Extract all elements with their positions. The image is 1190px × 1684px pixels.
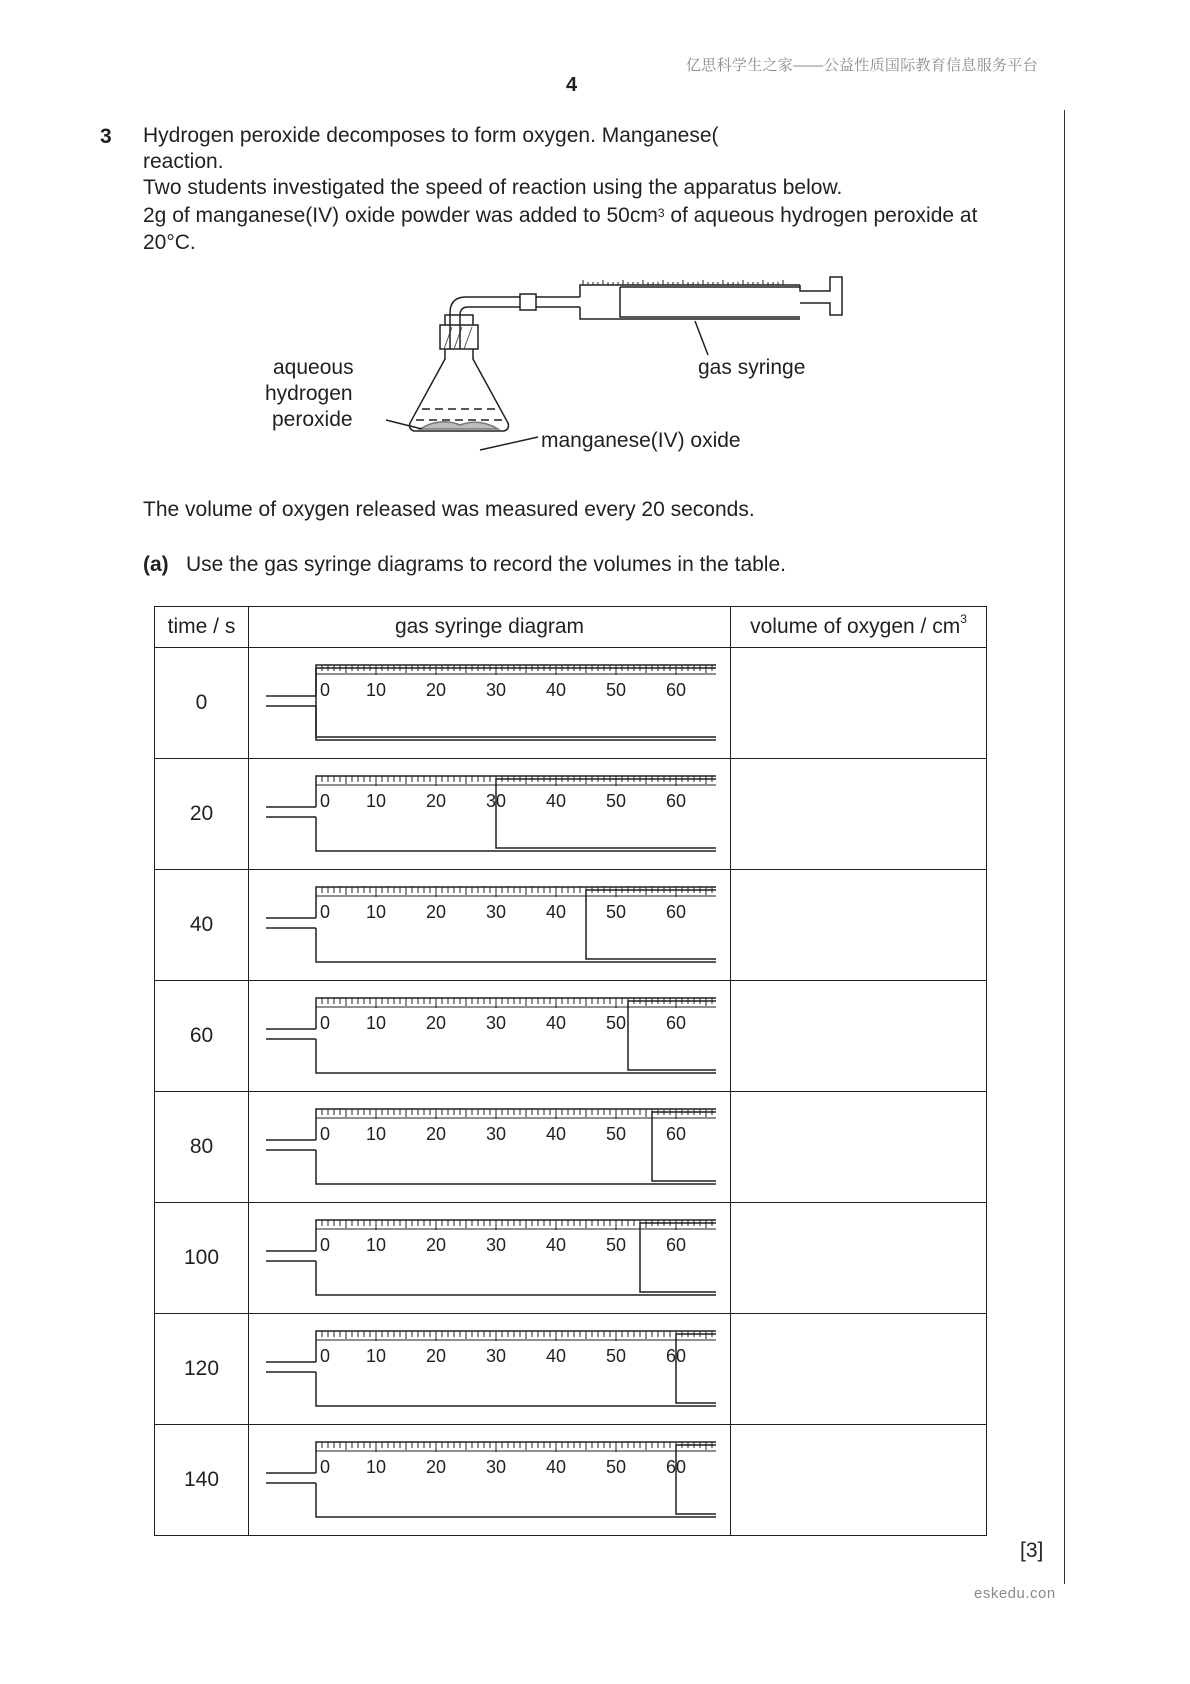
margin-rule [1064, 110, 1065, 1584]
scale-label: 60 [665, 1013, 687, 1033]
scale-label: 20 [425, 1235, 447, 1255]
table-row [155, 648, 987, 759]
syringe-diagram-cell [249, 981, 731, 1092]
time-cell: 20 [155, 759, 249, 870]
scale-label: 50 [605, 1235, 627, 1255]
question-line-4 [143, 203, 977, 229]
scale-label: 30 [485, 1346, 507, 1366]
time-cell: 120 [155, 1314, 249, 1425]
scale-label: 50 [605, 680, 627, 700]
syringe-diagram-cell [249, 1425, 731, 1536]
table-row [155, 1203, 987, 1314]
label-gas-syringe: gas syringe [698, 356, 806, 379]
syringe-barrel-bottom [316, 1483, 716, 1517]
tube-connector [520, 294, 536, 310]
syringe-inlet [266, 1029, 316, 1039]
syringe-barrel-bottom [316, 1372, 716, 1406]
part-a-label: (a) [143, 553, 169, 576]
syringe-diagram-cell [249, 870, 731, 981]
syringe-inlet [266, 918, 316, 928]
syringe-inlet [266, 1473, 316, 1483]
scale-label: 60 [665, 791, 687, 811]
syringe-diagram-cell [249, 1314, 731, 1425]
manganese-leader [480, 437, 538, 450]
scale-label: 10 [365, 1457, 387, 1477]
table-header-row [155, 607, 987, 648]
syringe-inlet [266, 1362, 316, 1372]
gas-syringe-leader [695, 321, 708, 355]
page-number: 4 [566, 74, 578, 96]
gas-syringe-diagram [249, 870, 731, 980]
header-volume-text: volume of oxygen / cm [750, 615, 961, 638]
volume-answer-cell[interactable] [731, 759, 987, 870]
time-cell: 80 [155, 1092, 249, 1203]
results-table [154, 606, 987, 1536]
scale-label: 0 [320, 1013, 331, 1033]
scale-label: 50 [605, 1124, 627, 1144]
syringe-plunger [620, 287, 800, 317]
syringe-barrel-bottom [316, 817, 716, 851]
table-row [155, 759, 987, 870]
scale-label: 30 [485, 1124, 507, 1144]
scale-label: 20 [425, 680, 447, 700]
label-manganese-oxide: manganese(IV) oxide [541, 429, 741, 452]
scale-label: 40 [545, 902, 567, 922]
volume-answer-cell[interactable] [731, 870, 987, 981]
scale-label: 20 [425, 791, 447, 811]
label-peroxide: peroxide [272, 408, 353, 431]
scale-label: 0 [320, 1124, 331, 1144]
question-line-4-end: of aqueous hydrogen peroxide at [664, 204, 978, 227]
time-cell: 40 [155, 870, 249, 981]
scale-label: 0 [320, 902, 331, 922]
scale-label: 50 [605, 902, 627, 922]
syringe-plunger [676, 1445, 716, 1514]
header-volume [731, 607, 987, 648]
cubic-superscript: 3 [657, 206, 665, 220]
syringe-diagram-cell [249, 759, 731, 870]
syringe-barrel-bottom [316, 1150, 716, 1184]
syringe-plunger [316, 668, 716, 737]
gas-syringe-diagram [249, 1203, 731, 1313]
scale-label: 30 [485, 1457, 507, 1477]
gas-syringe-diagram [249, 648, 731, 758]
scale-label: 60 [665, 1346, 687, 1366]
scale-label: 30 [485, 902, 507, 922]
scale-label: 10 [365, 1235, 387, 1255]
table-row [155, 1092, 987, 1203]
scale-label: 0 [320, 1235, 331, 1255]
scale-label: 50 [605, 791, 627, 811]
time-cell: 0 [155, 648, 249, 759]
syringe-handle [800, 277, 842, 315]
volume-answer-cell[interactable] [731, 1092, 987, 1203]
syringe-diagram-cell [249, 648, 731, 759]
scale-label: 10 [365, 902, 387, 922]
scale-label: 60 [665, 1124, 687, 1144]
peroxide-leader [386, 420, 422, 429]
scale-label: 40 [545, 1457, 567, 1477]
syringe-inlet [266, 696, 316, 706]
gas-syringe-diagram [249, 1092, 731, 1202]
syringe-barrel-bottom [316, 1039, 716, 1073]
syringe-plunger [676, 1334, 716, 1403]
volume-answer-cell[interactable] [731, 648, 987, 759]
volume-answer-cell[interactable] [731, 1425, 987, 1536]
syringe-diagram-cell [249, 1203, 731, 1314]
scale-label: 50 [605, 1013, 627, 1033]
scale-label: 40 [545, 1013, 567, 1033]
scale-label: 10 [365, 1346, 387, 1366]
syringe-barrel-bottom [316, 1261, 716, 1295]
syringe-plunger [652, 1112, 716, 1181]
header-watermark: 亿思科学生之家——公益性质国际教育信息服务平台 [686, 57, 1038, 74]
manganese-powder [420, 422, 498, 429]
scale-label: 20 [425, 1457, 447, 1477]
gas-syringe-diagram [249, 1314, 731, 1424]
syringe-inlet [266, 1140, 316, 1150]
scale-label: 60 [665, 902, 687, 922]
gas-syringe-diagram [249, 981, 731, 1091]
scale-label: 30 [485, 791, 507, 811]
header-time: time / s [155, 607, 249, 648]
volume-answer-cell[interactable] [731, 1203, 987, 1314]
time-cell: 60 [155, 981, 249, 1092]
volume-answer-cell[interactable] [731, 981, 987, 1092]
question-line-2: reaction. [143, 150, 224, 173]
intro-text: The volume of oxygen released was measured every 20 seconds. [143, 498, 755, 521]
scale-label: 20 [425, 1124, 447, 1144]
header-diagram: gas syringe diagram [249, 607, 731, 648]
part-a-text: Use the gas syringe diagrams to record the volumes in the table. [186, 553, 786, 576]
scale-label: 0 [320, 791, 331, 811]
syringe-barrel-bottom [316, 928, 716, 962]
syringe-nozzle [536, 297, 580, 307]
table-row [155, 1314, 987, 1425]
question-line-1: Hydrogen peroxide decomposes to form oxygen. Manganese( [143, 124, 719, 147]
syringe-inlet [266, 807, 316, 817]
time-cell: 100 [155, 1203, 249, 1314]
syringe-barrel-bottom [316, 706, 716, 740]
marks-total: [3] [1020, 1539, 1044, 1562]
syringe-plunger [496, 779, 716, 848]
table-row [155, 981, 987, 1092]
scale-label: 60 [665, 680, 687, 700]
scale-label: 20 [425, 902, 447, 922]
scale-label: 0 [320, 1457, 331, 1477]
syringe-inlet [266, 1251, 316, 1261]
scale-label: 20 [425, 1346, 447, 1366]
footer-watermark: eskedu.con [974, 1585, 1056, 1602]
question-line-5: 20°C. [143, 231, 196, 254]
scale-label: 40 [545, 1235, 567, 1255]
scale-label: 50 [605, 1457, 627, 1477]
scale-label: 50 [605, 1346, 627, 1366]
syringe-scale [583, 280, 783, 285]
scale-label: 30 [485, 680, 507, 700]
scale-label: 40 [545, 680, 567, 700]
volume-answer-cell[interactable] [731, 1314, 987, 1425]
scale-label: 0 [320, 1346, 331, 1366]
time-cell: 140 [155, 1425, 249, 1536]
syringe-diagram-cell [249, 1092, 731, 1203]
scale-label: 40 [545, 791, 567, 811]
syringe-plunger [628, 1001, 716, 1070]
scale-label: 20 [425, 1013, 447, 1033]
syringe-plunger [640, 1223, 716, 1292]
gas-syringe-diagram [249, 1425, 731, 1535]
scale-label: 0 [320, 680, 331, 700]
scale-label: 10 [365, 1124, 387, 1144]
question-line-4-start: 2g of manganese(IV) oxide powder was added to 50cm [143, 204, 658, 227]
table-row [155, 870, 987, 981]
scale-label: 10 [365, 680, 387, 700]
question-line-3: Two students investigated the speed of reaction using the apparatus below. [143, 176, 843, 199]
scale-label: 40 [545, 1346, 567, 1366]
syringe-barrel [580, 285, 800, 319]
table-row [155, 1425, 987, 1536]
label-hydrogen: hydrogen [265, 382, 353, 405]
gas-syringe-diagram [249, 759, 731, 869]
header-volume-sup: 3 [960, 612, 967, 626]
scale-label: 30 [485, 1235, 507, 1255]
scale-label: 10 [365, 791, 387, 811]
scale-label: 60 [665, 1235, 687, 1255]
question-number: 3 [100, 125, 112, 148]
scale-label: 30 [485, 1013, 507, 1033]
scale-label: 10 [365, 1013, 387, 1033]
scale-label: 40 [545, 1124, 567, 1144]
syringe-plunger [586, 890, 716, 959]
label-aqueous: aqueous [273, 356, 354, 379]
scale-label: 60 [665, 1457, 687, 1477]
